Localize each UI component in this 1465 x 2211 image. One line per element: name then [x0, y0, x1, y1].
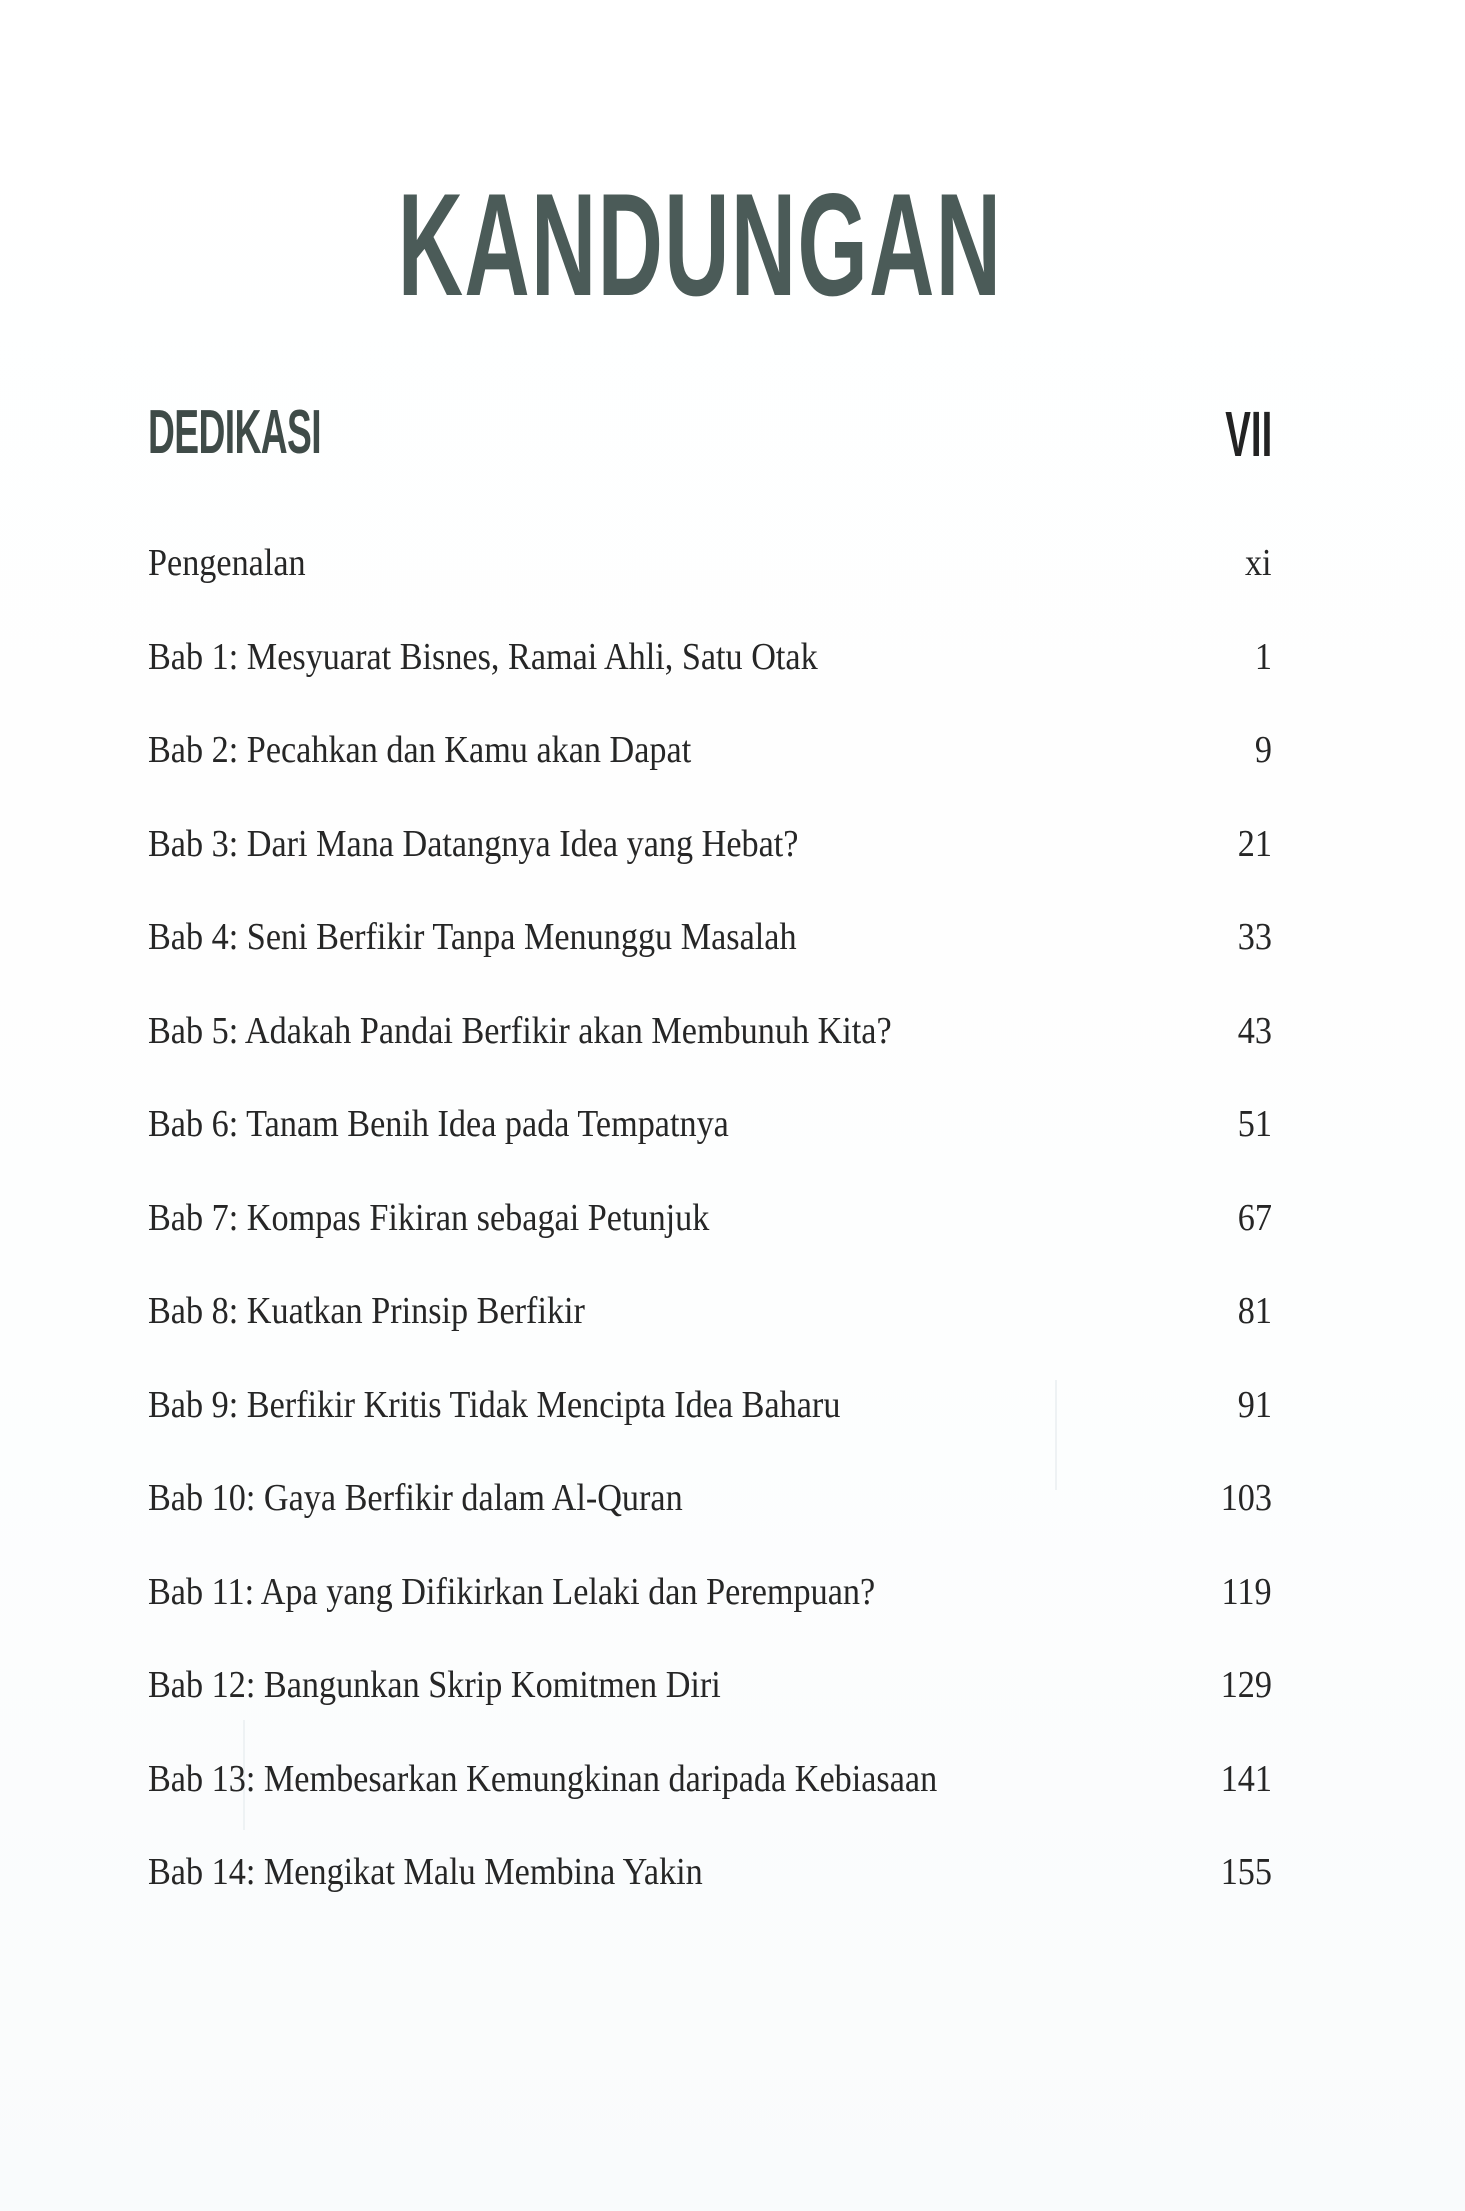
toc-entry-page: 141	[1220, 1757, 1272, 1800]
toc-entry-label: Bab 8: Kuatkan Prinsip Berfikir	[148, 1290, 585, 1332]
toc-entry-label: Bab 2: Pecahkan dan Kamu akan Dapat	[148, 729, 692, 771]
toc-entry-page: 91	[1237, 1383, 1272, 1426]
toc-entry-label: Bab 11: Apa yang Difikirkan Lelaki dan Perempuan?	[148, 1570, 876, 1613]
toc-entry-bab-1[interactable]	[148, 632, 1272, 726]
toc-entry-label: Bab 5: Adakah Pandai Berfikir akan Membunuh Kita?	[148, 1009, 892, 1052]
toc-entry-label: Bab 13: Membesarkan Kemungkinan daripada Kebiasaan	[148, 1757, 938, 1800]
toc-entry-page: 1	[1254, 635, 1272, 678]
toc-entry-bab-2[interactable]	[148, 725, 1272, 819]
toc-section-dedikasi[interactable]	[148, 398, 1272, 470]
table-of-contents	[148, 538, 1272, 1941]
toc-entry-bab-14[interactable]	[148, 1847, 1272, 1941]
toc-entry-label: Pengenalan	[148, 542, 306, 584]
toc-entry-bab-6[interactable]	[148, 1099, 1272, 1193]
toc-entry-page: 155	[1220, 1851, 1272, 1893]
toc-entry-label: Bab 4: Seni Berfikir Tanpa Menunggu Masalah	[148, 916, 797, 958]
toc-entry-bab-10[interactable]	[148, 1473, 1272, 1567]
toc-entry-bab-8[interactable]	[148, 1286, 1272, 1380]
toc-entry-page: xi	[1245, 542, 1272, 584]
toc-entry-bab-11[interactable]	[148, 1567, 1272, 1661]
toc-entry-label: Bab 10: Gaya Berfikir dalam Al-Quran	[148, 1477, 683, 1519]
toc-entry-label: Bab 3: Dari Mana Datangnya Idea yang Hebat?	[148, 822, 799, 865]
toc-entry-label: Bab 6: Tanam Benih Idea pada Tempatnya	[148, 1103, 729, 1145]
toc-entry-page: 51	[1237, 1103, 1272, 1145]
toc-entry-bab-4[interactable]	[148, 912, 1272, 1006]
toc-entry-bab-3[interactable]	[148, 819, 1272, 913]
page-title: KANDUNGAN	[397, 163, 1003, 326]
toc-entry-label: Bab 9: Berfikir Kritis Tidak Mencipta Idea Baharu	[148, 1383, 841, 1426]
toc-entry-bab-12[interactable]	[148, 1660, 1272, 1754]
toc-entry-bab-9[interactable]	[148, 1380, 1272, 1474]
toc-entry-label: Bab 12: Bangunkan Skrip Komitmen Diri	[148, 1664, 721, 1706]
toc-entry-bab-13[interactable]	[148, 1754, 1272, 1848]
section-label: DEDIKASI	[148, 398, 321, 467]
toc-entry-label: Bab 1: Mesyuarat Bisnes, Ramai Ahli, Satu Otak	[148, 635, 818, 678]
toc-entry-bab-5[interactable]	[148, 1006, 1272, 1100]
toc-entry-page: 33	[1237, 916, 1272, 958]
toc-entry-page: 43	[1237, 1009, 1272, 1052]
toc-entry-page: 103	[1220, 1477, 1272, 1519]
toc-entry-page: 9	[1254, 729, 1272, 771]
toc-entry-page: 67	[1237, 1196, 1272, 1239]
toc-entry-page: 21	[1237, 822, 1272, 865]
toc-entry-label: Bab 14: Mengikat Malu Membina Yakin	[148, 1851, 703, 1893]
toc-entry-page: 81	[1237, 1290, 1272, 1332]
toc-entry-pengenalan[interactable]	[148, 538, 1272, 632]
toc-entry-label: Bab 7: Kompas Fikiran sebagai Petunjuk	[148, 1196, 710, 1239]
toc-entry-page: 129	[1220, 1664, 1272, 1706]
section-page-number: VII	[1225, 398, 1272, 470]
toc-entry-bab-7[interactable]	[148, 1193, 1272, 1287]
toc-entry-page: 119	[1221, 1570, 1272, 1613]
